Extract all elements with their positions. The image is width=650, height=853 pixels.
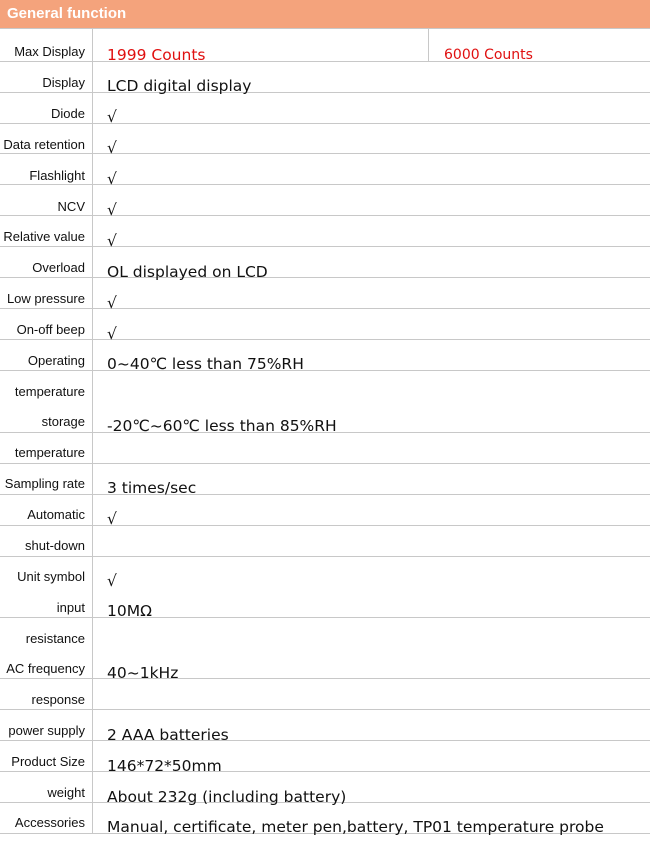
row-divider <box>0 28 650 29</box>
row-divider <box>0 92 650 93</box>
row-divider <box>0 617 650 618</box>
spec-label: resistance <box>25 631 85 646</box>
section-header: General function <box>0 0 650 28</box>
row-divider <box>0 308 650 309</box>
spec-label: On-off beep <box>16 322 85 337</box>
spec-label: Low pressure <box>6 291 85 306</box>
spec-label: Unit symbol <box>17 569 85 584</box>
check-mark: √ <box>107 201 117 219</box>
column-divider <box>92 28 93 833</box>
spec-label: response <box>31 692 85 707</box>
row-divider <box>0 525 650 526</box>
spec-label: temperature <box>14 384 85 399</box>
row-divider <box>0 246 650 247</box>
row-divider <box>0 61 650 62</box>
spec-value-alt: 6000 Counts <box>444 47 533 63</box>
column-divider <box>428 28 429 61</box>
row-divider <box>0 184 650 185</box>
spec-value: 10MΩ <box>107 602 152 620</box>
spec-value: 0~40℃ less than 75%RH <box>107 355 304 373</box>
check-mark: √ <box>107 510 117 528</box>
row-divider <box>0 123 650 124</box>
spec-value: About 232g (including battery) <box>107 788 347 806</box>
spec-label: weight <box>47 785 85 800</box>
spec-label: shut-down <box>25 538 85 553</box>
row-divider <box>0 215 650 216</box>
spec-value: 1999 Counts <box>107 46 206 64</box>
spec-label: Automatic <box>27 507 85 522</box>
spec-label: NCV <box>57 199 85 214</box>
spec-label: input <box>56 600 85 615</box>
row-divider <box>0 463 650 464</box>
row-divider <box>0 709 650 710</box>
spec-value: OL displayed on LCD <box>107 263 268 281</box>
check-mark: √ <box>107 139 117 157</box>
row-divider <box>0 370 650 371</box>
spec-value: 2 AAA batteries <box>107 726 229 744</box>
row-divider <box>0 740 650 741</box>
row-divider <box>0 771 650 772</box>
spec-label: Operating <box>27 353 85 368</box>
check-mark: √ <box>107 572 117 590</box>
spec-label: Product Size <box>11 754 85 769</box>
row-divider <box>0 494 650 495</box>
row-divider <box>0 277 650 278</box>
spec-value: 40~1kHz <box>107 664 179 682</box>
spec-label: Overload <box>32 260 85 275</box>
spec-label: AC frequency <box>6 661 85 676</box>
check-mark: √ <box>107 232 117 250</box>
spec-label: Data retention <box>3 137 85 152</box>
check-mark: √ <box>107 325 117 343</box>
row-divider <box>0 339 650 340</box>
spec-label: Flashlight <box>29 168 85 183</box>
spec-label: Diode <box>51 106 85 121</box>
spec-label: storage <box>41 414 85 429</box>
check-mark: √ <box>107 108 117 126</box>
spec-value: LCD digital display <box>107 77 252 95</box>
check-mark: √ <box>107 170 117 188</box>
spec-label: Relative value <box>3 229 85 244</box>
spec-label: Display <box>42 75 85 90</box>
spec-value: 146*72*50mm <box>107 757 222 775</box>
spec-value: Manual, certificate, meter pen,battery, TP01 temperature probe <box>107 818 604 836</box>
row-divider <box>0 153 650 154</box>
spec-label: Max Display <box>14 44 85 59</box>
spec-label: Sampling rate <box>4 476 85 491</box>
spec-value: -20℃~60℃ less than 85%RH <box>107 417 337 435</box>
spec-value: 3 times/sec <box>107 479 197 497</box>
spec-label: power supply <box>8 723 85 738</box>
row-divider <box>0 678 650 679</box>
row-divider <box>0 556 650 557</box>
spec-label: Accessories <box>14 815 85 830</box>
spec-label: temperature <box>14 445 85 460</box>
check-mark: √ <box>107 294 117 312</box>
